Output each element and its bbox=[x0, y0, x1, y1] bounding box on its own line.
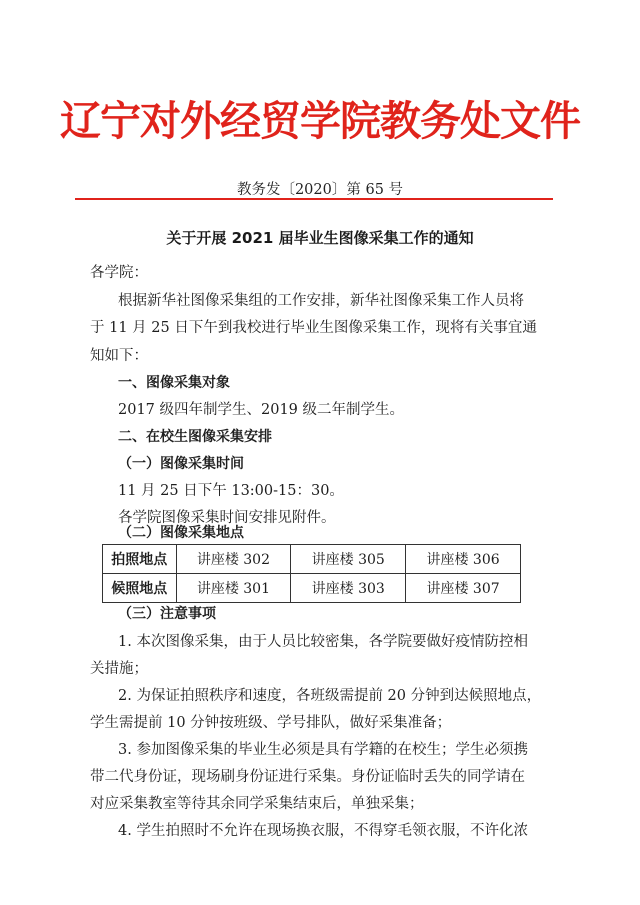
location-table bbox=[102, 544, 521, 603]
note-line: 4. 学生拍照时不允许在现场换衣服，不得穿毛领衣服，不许化浓 bbox=[118, 823, 528, 839]
note-line: 3. 参加图像采集的毕业生必须是具有学籍的在校生；学生必须携 bbox=[118, 742, 528, 758]
note-line: 关措施； bbox=[90, 661, 148, 677]
subsection-heading: （二）图像采集地点 bbox=[118, 525, 244, 541]
document-header-title: 辽宁对外经贸学院教务处文件 bbox=[60, 97, 580, 145]
table-cell: 讲座楼 302 bbox=[176, 545, 291, 574]
salutation: 各学院： bbox=[90, 265, 148, 281]
section-heading: 二、在校生图像采集安排 bbox=[118, 429, 272, 445]
notice-title: 关于开展 2021 届毕业生图像采集工作的通知 bbox=[166, 229, 474, 247]
document-number: 教务发〔2020〕第 65 号 bbox=[236, 182, 404, 198]
red-divider-rule bbox=[75, 198, 553, 200]
table-cell: 讲座楼 307 bbox=[406, 574, 521, 603]
section-text: 2017 级四年制学生、2019 级二年制学生。 bbox=[118, 402, 405, 418]
subsection-heading: （三）注意事项 bbox=[118, 606, 216, 622]
table-cell: 讲座楼 306 bbox=[406, 545, 521, 574]
note-line: 1. 本次图像采集，由于人员比较密集，各学院要做好疫情防控相 bbox=[118, 634, 528, 650]
table-cell: 讲座楼 305 bbox=[291, 545, 406, 574]
section-text: 各学院图像采集时间安排见附件。 bbox=[118, 510, 336, 526]
note-line: 带二代身份证，现场刷身份证进行采集。身份证临时丢失的同学请在 bbox=[90, 769, 525, 785]
intro-line: 于 11 月 25 日下午到我校进行毕业生图像采集工作，现将有关事宜通 bbox=[90, 320, 537, 336]
table-cell: 讲座楼 303 bbox=[291, 574, 406, 603]
intro-line: 知如下： bbox=[90, 348, 148, 364]
note-line: 2. 为保证拍照秩序和速度，各班级需提前 20 分钟到达候照地点， bbox=[118, 688, 542, 704]
table-row bbox=[103, 574, 521, 603]
table-row-label: 拍照地点 bbox=[103, 545, 177, 574]
note-line: 对应采集教室等待其余同学采集结束后，单独采集； bbox=[90, 796, 424, 812]
section-heading: 一、图像采集对象 bbox=[118, 375, 230, 391]
section-text: 11 月 25 日下午 13:00-15：30。 bbox=[118, 483, 344, 499]
intro-line: 根据新华社图像采集组的工作安排，新华社图像采集工作人员将 bbox=[118, 293, 524, 309]
table-row-label: 候照地点 bbox=[103, 574, 177, 603]
table-cell: 讲座楼 301 bbox=[176, 574, 291, 603]
subsection-heading: （一）图像采集时间 bbox=[118, 456, 244, 472]
note-line: 学生需提前 10 分钟按班级、学号排队，做好采集准备； bbox=[90, 715, 452, 731]
table-row bbox=[103, 545, 521, 574]
